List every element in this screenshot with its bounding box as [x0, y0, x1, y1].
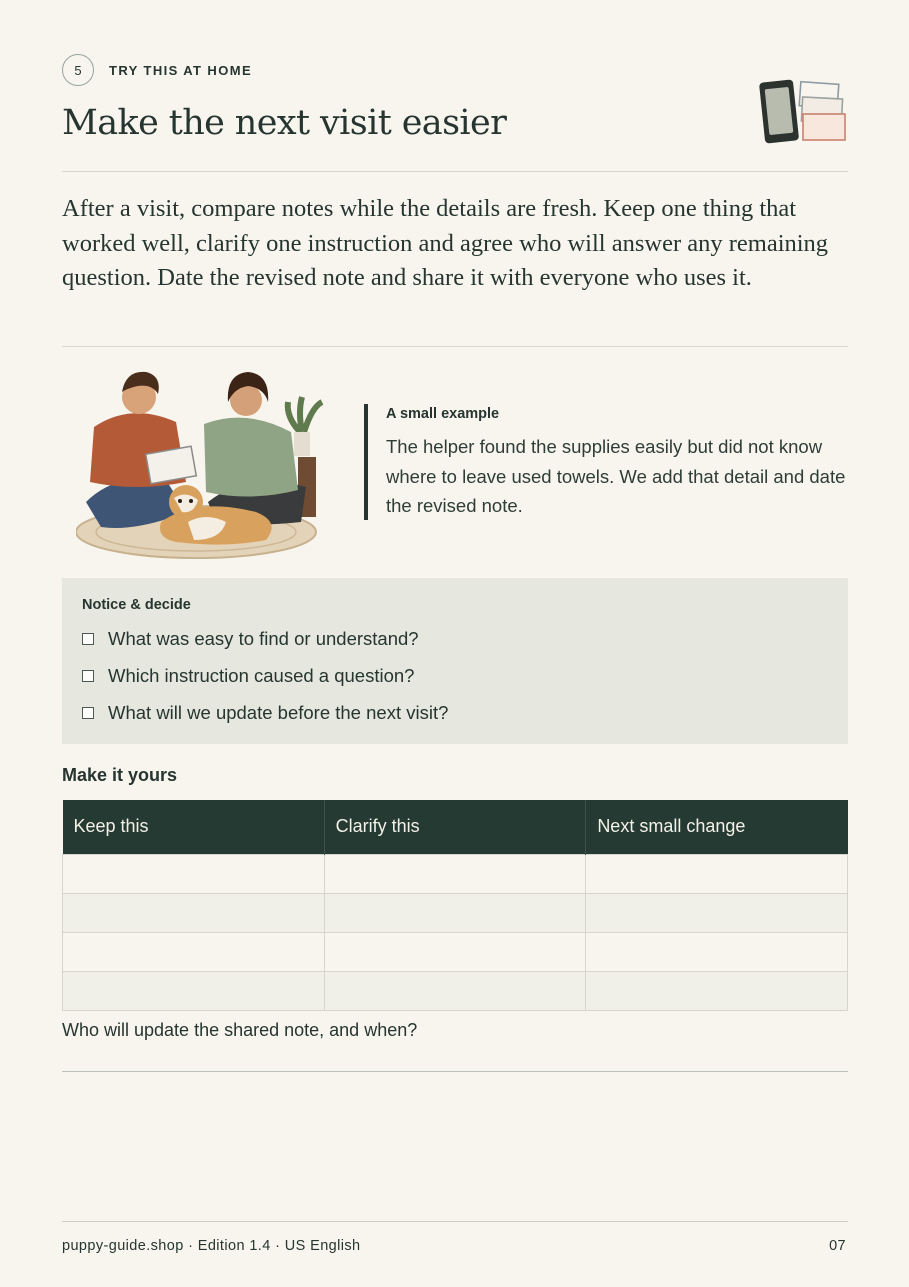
- checklist-item[interactable]: [82, 665, 414, 687]
- example-callout: [364, 404, 850, 522]
- couple-with-puppy-illustration: [76, 362, 324, 562]
- page-title: Make the next visit easier: [62, 103, 507, 143]
- divider: [62, 171, 848, 172]
- table-header-row: [63, 800, 848, 854]
- answer-line[interactable]: [62, 1071, 848, 1072]
- divider: [62, 346, 848, 347]
- example-heading: A small example: [386, 406, 500, 422]
- page-number: 07: [829, 1238, 846, 1254]
- checklist-item-label: What was easy to find or understand?: [108, 628, 419, 649]
- checklist-item-label: What will we update before the next visit?: [108, 702, 449, 723]
- example-text: The helper found the supplies easily but did not know where to leave used towels. We add that detail and date the revised note.: [386, 436, 846, 516]
- table-cell[interactable]: [586, 971, 848, 1010]
- worksheet-table: [62, 800, 848, 1011]
- notice-and-decide-panel: [62, 578, 848, 744]
- notice-heading: Notice & decide: [82, 597, 191, 613]
- table-row: [63, 932, 848, 971]
- checklist-item-label: Which instruction caused a question?: [108, 665, 415, 686]
- table-row: [63, 854, 848, 893]
- table-cell[interactable]: [324, 854, 586, 893]
- intro-paragraph: After a visit, compare notes while the details are fresh. Keep one thing that worked well, clarify one instruction and agree who will answer any remaining question. Date the revised note and share it with everyone who uses it.: [62, 195, 829, 291]
- column-header-next-change: Next small change: [586, 800, 848, 854]
- table-row: [63, 971, 848, 1010]
- table-cell[interactable]: [324, 971, 586, 1010]
- section-header: [62, 54, 252, 86]
- worksheet-heading: Make it yours: [62, 765, 178, 785]
- checklist-item[interactable]: [82, 702, 448, 724]
- table-row: [63, 893, 848, 932]
- worksheet-page: [62, 0, 848, 1287]
- table-cell[interactable]: [63, 854, 325, 893]
- footer-divider: [62, 1221, 848, 1222]
- checkbox[interactable]: [82, 670, 94, 682]
- table-cell[interactable]: [324, 893, 586, 932]
- table-cell[interactable]: [586, 893, 848, 932]
- column-header-keep: Keep this: [63, 800, 325, 854]
- section-label: TRY THIS AT HOME: [109, 62, 253, 78]
- update-prompt: Who will update the shared note, and when?: [62, 1020, 418, 1040]
- footer-source: puppy-guide.shop · Edition 1.4 · US English: [62, 1238, 361, 1254]
- callout-accent-bar: [364, 404, 368, 520]
- phone-and-note-cards-icon: [758, 78, 850, 148]
- table-cell[interactable]: [324, 932, 586, 971]
- table-cell[interactable]: [63, 932, 325, 971]
- checkbox[interactable]: [82, 707, 94, 719]
- table-cell[interactable]: [586, 854, 848, 893]
- checkbox[interactable]: [82, 633, 94, 645]
- step-number-badge: 5: [62, 54, 94, 86]
- table-cell[interactable]: [586, 932, 848, 971]
- checklist-item[interactable]: [82, 628, 419, 650]
- table-cell[interactable]: [63, 893, 325, 932]
- table-cell[interactable]: [63, 971, 325, 1010]
- column-header-clarify: Clarify this: [324, 800, 586, 854]
